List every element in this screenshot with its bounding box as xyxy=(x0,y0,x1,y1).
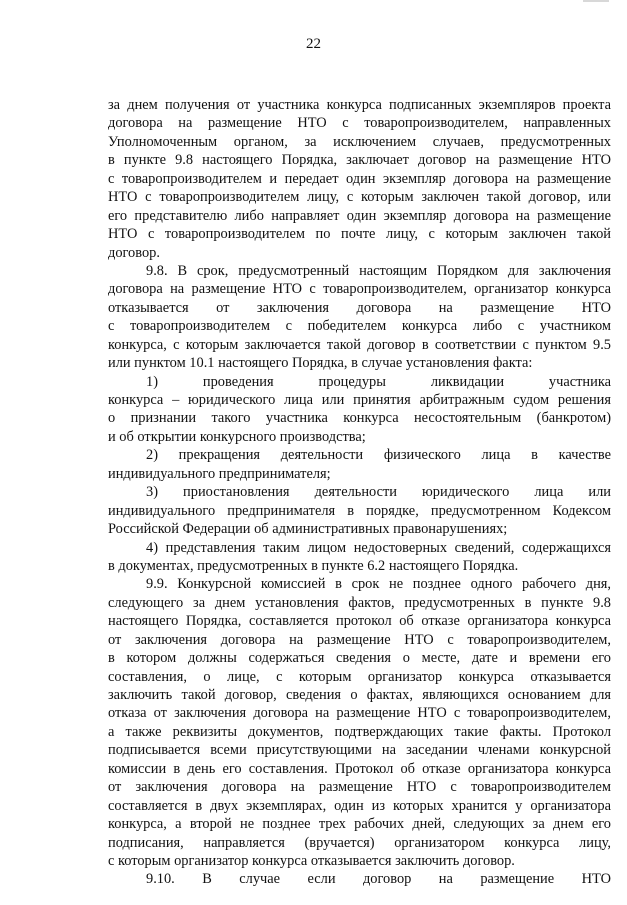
text-line: договора на размещение НТО с товаропроизводителем, направленных xyxy=(108,115,611,132)
page-number: 22 xyxy=(306,36,321,52)
text-line: от заключения договора на размещение НТО с товаропроизводителем xyxy=(108,779,611,796)
text-line: договор. xyxy=(108,244,160,261)
text-line: составления, о лице, с которым организатор конкурса отказывается xyxy=(108,668,611,685)
text-line: НТО с товаропроизводителем лицу, с которым заключен такой договор, или xyxy=(108,189,611,206)
text-line: следующего за днем установления фактов, предусмотренных в пункте 9.8 xyxy=(108,594,611,611)
text-line: 4) представления таким лицом недостоверных сведений, содержащихся xyxy=(146,539,611,556)
text-line: за днем получения от участника конкурса подписанных экземпляров проекта xyxy=(108,97,611,113)
text-line: подписания, направляется (вручается) организатором конкурса лицу, xyxy=(108,834,611,851)
text-line: 2) прекращения деятельности физического лица в качестве xyxy=(146,447,611,464)
text-line: отказа от заключения договора на размещение НТО с товаропроизводителем, xyxy=(108,705,611,722)
text-line: НТО с товаропроизводителем по почте лицу, с которым заключен такой xyxy=(108,226,611,243)
text-line: комиссии в день его составления. Протокол об отказе организатора конкурса xyxy=(108,760,611,777)
text-line: и об открытии конкурсного производства; xyxy=(108,428,366,445)
text-line: подписывается всеми присутствующими на заседании членами конкурсной xyxy=(108,742,611,759)
text-line: индивидуального предпринимателя в порядке, предусмотренном Кодексом xyxy=(108,502,611,519)
text-line: 9.10. В случае если договор на размещение НТО xyxy=(146,871,611,888)
text-line: 9.9. Конкурсной комиссией в срок не позднее одного рабочего дня, xyxy=(146,576,611,593)
text-line: 9.8. В срок, предусмотренный настоящим Порядком для заключения xyxy=(146,262,611,279)
text-line: или пунктом 10.1 настоящего Порядка, в случае установления факта: xyxy=(108,355,533,372)
scan-corner-mark xyxy=(583,0,609,2)
text-line: в пункте 9.8 настоящего Порядка, заключает договор на размещение НТО xyxy=(108,152,611,169)
text-line: индивидуального предпринимателя; xyxy=(108,465,331,482)
text-line: заключить такой договор, сведения о фактах, являющихся основанием для xyxy=(108,687,611,703)
text-line: а также реквизиты документов, подтверждающих такие факты. Протокол xyxy=(108,723,611,740)
text-line: конкурса, а второй не позднее трех рабочих дней, следующих за днем его xyxy=(108,816,611,833)
text-line: договора на размещение НТО с товаропроизводителем, организатор конкурса xyxy=(108,281,611,298)
text-line: конкурса – юридического лица или принятия арбитражным судом решения xyxy=(108,392,611,408)
text-line: с товаропроизводителем и передает один экземпляр договора на размещение xyxy=(108,170,611,187)
text-line: Уполномоченным органом, за исключением случаев, предусмотренных xyxy=(108,133,611,150)
text-line: с которым организатор конкурса отказывается заключить договор. xyxy=(108,852,515,869)
text-line: составляется в двух экземплярах, один из которых хранится у организатора xyxy=(108,797,611,814)
text-line: 1) проведения процедуры ликвидации участника xyxy=(146,373,611,390)
text-line: настоящего Порядка, составляется протокол об отказе организатора конкурса xyxy=(108,613,611,630)
document-body xyxy=(108,96,611,889)
text-line: 3) приостановления деятельности юридического лица или xyxy=(146,484,611,501)
text-line: Российской Федерации об административных правонарушениях; xyxy=(108,521,508,538)
text-line: конкурса, с которым заключается такой договор в соответствии с пунктом 9.5 xyxy=(108,336,611,353)
text-line: в документах, предусмотренных в пункте 6.2 настоящего Порядка. xyxy=(108,557,519,574)
text-line: его представителю либо направляет один экземпляр договора на размещение xyxy=(108,207,611,224)
text-line: от заключения договора на размещение НТО с товаропроизводителем, xyxy=(108,631,611,648)
text-line: о признании такого участника конкурса несостоятельным (банкротом) xyxy=(108,410,611,427)
text-line: в котором должны содержаться сведения о месте, дате и времени его xyxy=(108,650,611,667)
text-line: с товаропроизводителем с победителем конкурса либо с участником xyxy=(108,318,611,335)
text-line: отказывается от заключения договора на размещение НТО xyxy=(108,299,611,316)
